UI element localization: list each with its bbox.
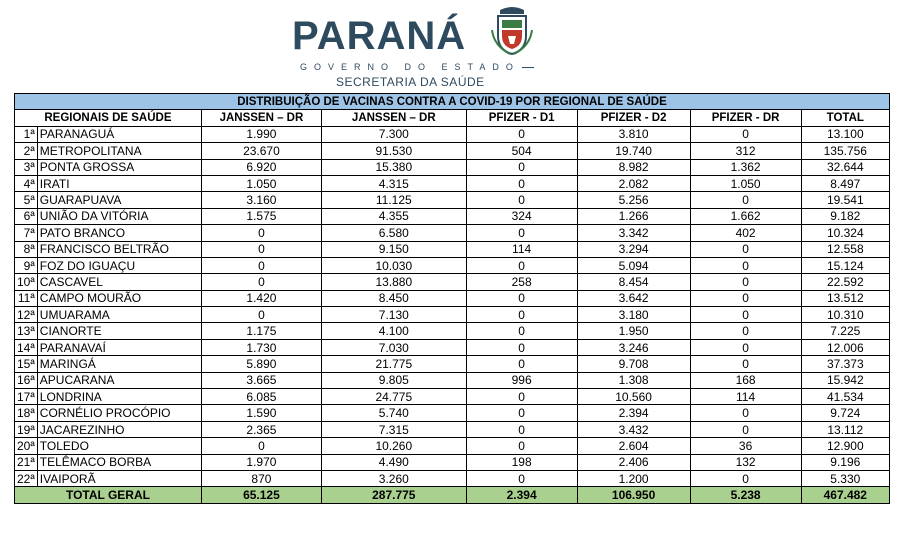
table-cell: 135.756: [801, 143, 889, 159]
column-header: REGIONAIS DE SAÚDE: [15, 110, 202, 126]
table-cell: 3.180: [577, 307, 690, 323]
total-cell: 467.482: [801, 487, 889, 503]
table-row: [15, 126, 890, 142]
table-row: [15, 274, 890, 290]
region-number: 7ª: [15, 225, 38, 241]
table-cell: 36: [690, 438, 801, 454]
region-number: 8ª: [15, 241, 38, 257]
table-cell: 2.082: [577, 175, 690, 191]
table-cell: 41.534: [801, 389, 889, 405]
table-row: [15, 438, 890, 454]
region-name: PARANAVAÍ: [37, 339, 201, 355]
table-cell: 8.450: [321, 290, 466, 306]
table-row: [15, 389, 890, 405]
region-number: 9ª: [15, 257, 38, 273]
table-cell: 19.740: [577, 143, 690, 159]
table-row: [15, 257, 890, 273]
region-name: CORNÉLIO PROCÓPIO: [37, 405, 201, 421]
region-name: PATO BRANCO: [37, 225, 201, 241]
table-row: [15, 323, 890, 339]
table-cell: 2.406: [577, 454, 690, 470]
region-name: PONTA GROSSA: [37, 159, 201, 175]
region-number: 19ª: [15, 421, 38, 437]
table-cell: 0: [201, 225, 321, 241]
total-cell: 5.238: [690, 487, 801, 503]
region-number: 20ª: [15, 438, 38, 454]
table-cell: 0: [201, 241, 321, 257]
table-cell: 0: [466, 192, 577, 208]
total-row: [15, 487, 890, 503]
region-number: 12ª: [15, 307, 38, 323]
region-number: 11ª: [15, 290, 38, 306]
table-cell: 6.920: [201, 159, 321, 175]
table-row: [15, 372, 890, 388]
table-cell: 1.420: [201, 290, 321, 306]
table-cell: 0: [690, 470, 801, 486]
table-cell: 0: [466, 339, 577, 355]
table-cell: 19.541: [801, 192, 889, 208]
table-cell: 15.124: [801, 257, 889, 273]
region-number: 5ª: [15, 192, 38, 208]
total-cell: 65.125: [201, 487, 321, 503]
table-cell: 3.432: [577, 421, 690, 437]
table-cell: 0: [466, 356, 577, 372]
table-cell: 3.246: [577, 339, 690, 355]
table-cell: 6.580: [321, 225, 466, 241]
table-cell: 0: [690, 257, 801, 273]
vaccine-distribution-table: [14, 93, 890, 504]
table-cell: 9.805: [321, 372, 466, 388]
column-header: PFIZER - D2: [577, 110, 690, 126]
table-cell: 3.665: [201, 372, 321, 388]
table-cell: 0: [690, 307, 801, 323]
table-cell: 10.310: [801, 307, 889, 323]
table-row: [15, 421, 890, 437]
table-cell: 0: [690, 241, 801, 257]
table-cell: 0: [690, 290, 801, 306]
region-name: FOZ DO IGUAÇU: [37, 257, 201, 273]
table-cell: 4.100: [321, 323, 466, 339]
table-cell: 0: [201, 307, 321, 323]
table-cell: 0: [690, 192, 801, 208]
region-name: TELÊMACO BORBA: [37, 454, 201, 470]
total-cell: 2.394: [466, 487, 577, 503]
table-cell: 22.592: [801, 274, 889, 290]
table-cell: 324: [466, 208, 577, 224]
table-cell: 9.182: [801, 208, 889, 224]
table-cell: 7.315: [321, 421, 466, 437]
table-cell: 1.050: [690, 175, 801, 191]
table-cell: 0: [466, 389, 577, 405]
region-number: 21ª: [15, 454, 38, 470]
table-cell: 3.642: [577, 290, 690, 306]
region-name: PARANAGUÁ: [37, 126, 201, 142]
region-number: 13ª: [15, 323, 38, 339]
region-name: TOLEDO: [37, 438, 201, 454]
table-cell: 1.950: [577, 323, 690, 339]
table-cell: 4.315: [321, 175, 466, 191]
table-cell: 0: [466, 159, 577, 175]
region-number: 16ª: [15, 372, 38, 388]
table-cell: 9.150: [321, 241, 466, 257]
table-cell: 5.330: [801, 470, 889, 486]
region-name: CIANORTE: [37, 323, 201, 339]
region-name: IRATI: [37, 175, 201, 191]
table-cell: 1.970: [201, 454, 321, 470]
total-cell: 287.775: [321, 487, 466, 503]
table-cell: 0: [201, 438, 321, 454]
table-cell: 1.362: [690, 159, 801, 175]
coat-of-arms-icon: [488, 6, 536, 56]
table-cell: 0: [466, 405, 577, 421]
table-cell: 10.324: [801, 225, 889, 241]
column-header: JANSSEN – DR: [201, 110, 321, 126]
table-cell: 0: [466, 323, 577, 339]
table-cell: 15.380: [321, 159, 466, 175]
region-number: 14ª: [15, 339, 38, 355]
region-number: 15ª: [15, 356, 38, 372]
table-cell: 10.030: [321, 257, 466, 273]
region-name: IVAIPORÃ: [37, 470, 201, 486]
table-cell: 0: [466, 470, 577, 486]
table-title: DISTRIBUIÇÃO DE VACINAS CONTRA A COVID-19 POR REGIONAL DE SAÚDE: [15, 94, 890, 110]
region-name: CASCAVEL: [37, 274, 201, 290]
table-cell: 9.724: [801, 405, 889, 421]
table-cell: 2.394: [577, 405, 690, 421]
table-cell: 12.006: [801, 339, 889, 355]
region-name: UNIÃO DA VITÓRIA: [37, 208, 201, 224]
table-cell: 0: [690, 323, 801, 339]
table-cell: 4.490: [321, 454, 466, 470]
table-row: [15, 290, 890, 306]
table-row: [15, 175, 890, 191]
region-number: 4ª: [15, 175, 38, 191]
total-cell: 106.950: [577, 487, 690, 503]
table-cell: 7.225: [801, 323, 889, 339]
table-cell: 198: [466, 454, 577, 470]
table-cell: 0: [466, 175, 577, 191]
table-cell: 0: [690, 339, 801, 355]
table-cell: 8.497: [801, 175, 889, 191]
region-number: 3ª: [15, 159, 38, 175]
region-name: LONDRINA: [37, 389, 201, 405]
region-number: 6ª: [15, 208, 38, 224]
region-number: 18ª: [15, 405, 38, 421]
government-line: [298, 62, 534, 72]
table-cell: 9.196: [801, 454, 889, 470]
table-cell: 15.942: [801, 372, 889, 388]
table-cell: 312: [690, 143, 801, 159]
table-cell: 0: [201, 274, 321, 290]
table-cell: 23.670: [201, 143, 321, 159]
table-cell: 12.558: [801, 241, 889, 257]
table-cell: 0: [690, 405, 801, 421]
table-cell: 37.373: [801, 356, 889, 372]
region-name: GUARAPUAVA: [37, 192, 201, 208]
table-cell: 9.708: [577, 356, 690, 372]
table-cell: 1.730: [201, 339, 321, 355]
table-row: [15, 192, 890, 208]
table-cell: 13.100: [801, 126, 889, 142]
brand-name: PARANÁ: [292, 14, 467, 58]
page-header: [0, 0, 915, 92]
table-row: [15, 208, 890, 224]
table-row: [15, 307, 890, 323]
government-label: GOVERNO DO ESTADO: [300, 62, 520, 72]
region-number: 17ª: [15, 389, 38, 405]
region-name: METROPOLITANA: [37, 143, 201, 159]
table-cell: 0: [690, 126, 801, 142]
table-cell: 114: [690, 389, 801, 405]
table-cell: 91.530: [321, 143, 466, 159]
table-cell: 11.125: [321, 192, 466, 208]
table-cell: 13.512: [801, 290, 889, 306]
region-number: 2ª: [15, 143, 38, 159]
table-row: [15, 356, 890, 372]
table-cell: 996: [466, 372, 577, 388]
table-cell: 402: [690, 225, 801, 241]
table-cell: 1.175: [201, 323, 321, 339]
table-cell: 0: [201, 257, 321, 273]
table-cell: 0: [466, 421, 577, 437]
table-cell: 32.644: [801, 159, 889, 175]
table-cell: 3.810: [577, 126, 690, 142]
table-cell: 12.900: [801, 438, 889, 454]
table-row: [15, 241, 890, 257]
table-cell: 0: [466, 307, 577, 323]
table-row: [15, 470, 890, 486]
table-cell: 0: [690, 274, 801, 290]
total-label: TOTAL GERAL: [15, 487, 202, 503]
table-cell: 24.775: [321, 389, 466, 405]
table-cell: 1.266: [577, 208, 690, 224]
table-cell: 1.590: [201, 405, 321, 421]
table-cell: 10.560: [577, 389, 690, 405]
region-name: MARINGÁ: [37, 356, 201, 372]
table-cell: 13.880: [321, 274, 466, 290]
table-cell: 0: [466, 225, 577, 241]
region-number: 1ª: [15, 126, 38, 142]
table-cell: 3.160: [201, 192, 321, 208]
table-cell: 0: [690, 421, 801, 437]
table-cell: 3.260: [321, 470, 466, 486]
table-cell: 1.200: [577, 470, 690, 486]
table-cell: 0: [466, 438, 577, 454]
table-row: [15, 143, 890, 159]
region-name: CAMPO MOURÃO: [37, 290, 201, 306]
table-cell: 870: [201, 470, 321, 486]
column-header: PFIZER - DR: [690, 110, 801, 126]
column-header: TOTAL: [801, 110, 889, 126]
table-cell: 7.130: [321, 307, 466, 323]
table-cell: 7.300: [321, 126, 466, 142]
table-cell: 0: [466, 257, 577, 273]
region-name: APUCARANA: [37, 372, 201, 388]
region-name: JACAREZINHO: [37, 421, 201, 437]
table-cell: 6.085: [201, 389, 321, 405]
table-cell: 0: [466, 290, 577, 306]
table-row: [15, 454, 890, 470]
table-row: [15, 405, 890, 421]
table-cell: 114: [466, 241, 577, 257]
table-cell: 21.775: [321, 356, 466, 372]
table-cell: 5.890: [201, 356, 321, 372]
table-cell: 168: [690, 372, 801, 388]
region-name: UMUARAMA: [37, 307, 201, 323]
table-cell: 258: [466, 274, 577, 290]
table-cell: 5.256: [577, 192, 690, 208]
table-cell: 0: [690, 356, 801, 372]
table-cell: 5.094: [577, 257, 690, 273]
table-cell: 2.604: [577, 438, 690, 454]
table-cell: 2.365: [201, 421, 321, 437]
column-header: PFIZER - D1: [466, 110, 577, 126]
table-cell: 1.990: [201, 126, 321, 142]
parana-logo: [292, 6, 542, 90]
region-name: FRANCISCO BELTRÃO: [37, 241, 201, 257]
column-header-row: [15, 110, 890, 126]
table-cell: 3.294: [577, 241, 690, 257]
table-cell: 504: [466, 143, 577, 159]
table-cell: 5.740: [321, 405, 466, 421]
department-label: SECRETARIA DA SAÚDE: [336, 75, 485, 89]
table-body: [15, 126, 890, 503]
table-cell: 132: [690, 454, 801, 470]
table-cell: 0: [466, 126, 577, 142]
table-cell: 7.030: [321, 339, 466, 355]
table-cell: 3.342: [577, 225, 690, 241]
table-cell: 13.112: [801, 421, 889, 437]
table-cell: 1.662: [690, 208, 801, 224]
table-row: [15, 225, 890, 241]
region-number: 10ª: [15, 274, 38, 290]
table-row: [15, 339, 890, 355]
table-cell: 1.575: [201, 208, 321, 224]
region-number: 22ª: [15, 470, 38, 486]
table-cell: 8.982: [577, 159, 690, 175]
table-cell: 10.260: [321, 438, 466, 454]
table-cell: 1.308: [577, 372, 690, 388]
column-header: JANSSEN – DR: [321, 110, 466, 126]
table-cell: 4.355: [321, 208, 466, 224]
table-cell: 8.454: [577, 274, 690, 290]
table-row: [15, 159, 890, 175]
table-cell: 1.050: [201, 175, 321, 191]
